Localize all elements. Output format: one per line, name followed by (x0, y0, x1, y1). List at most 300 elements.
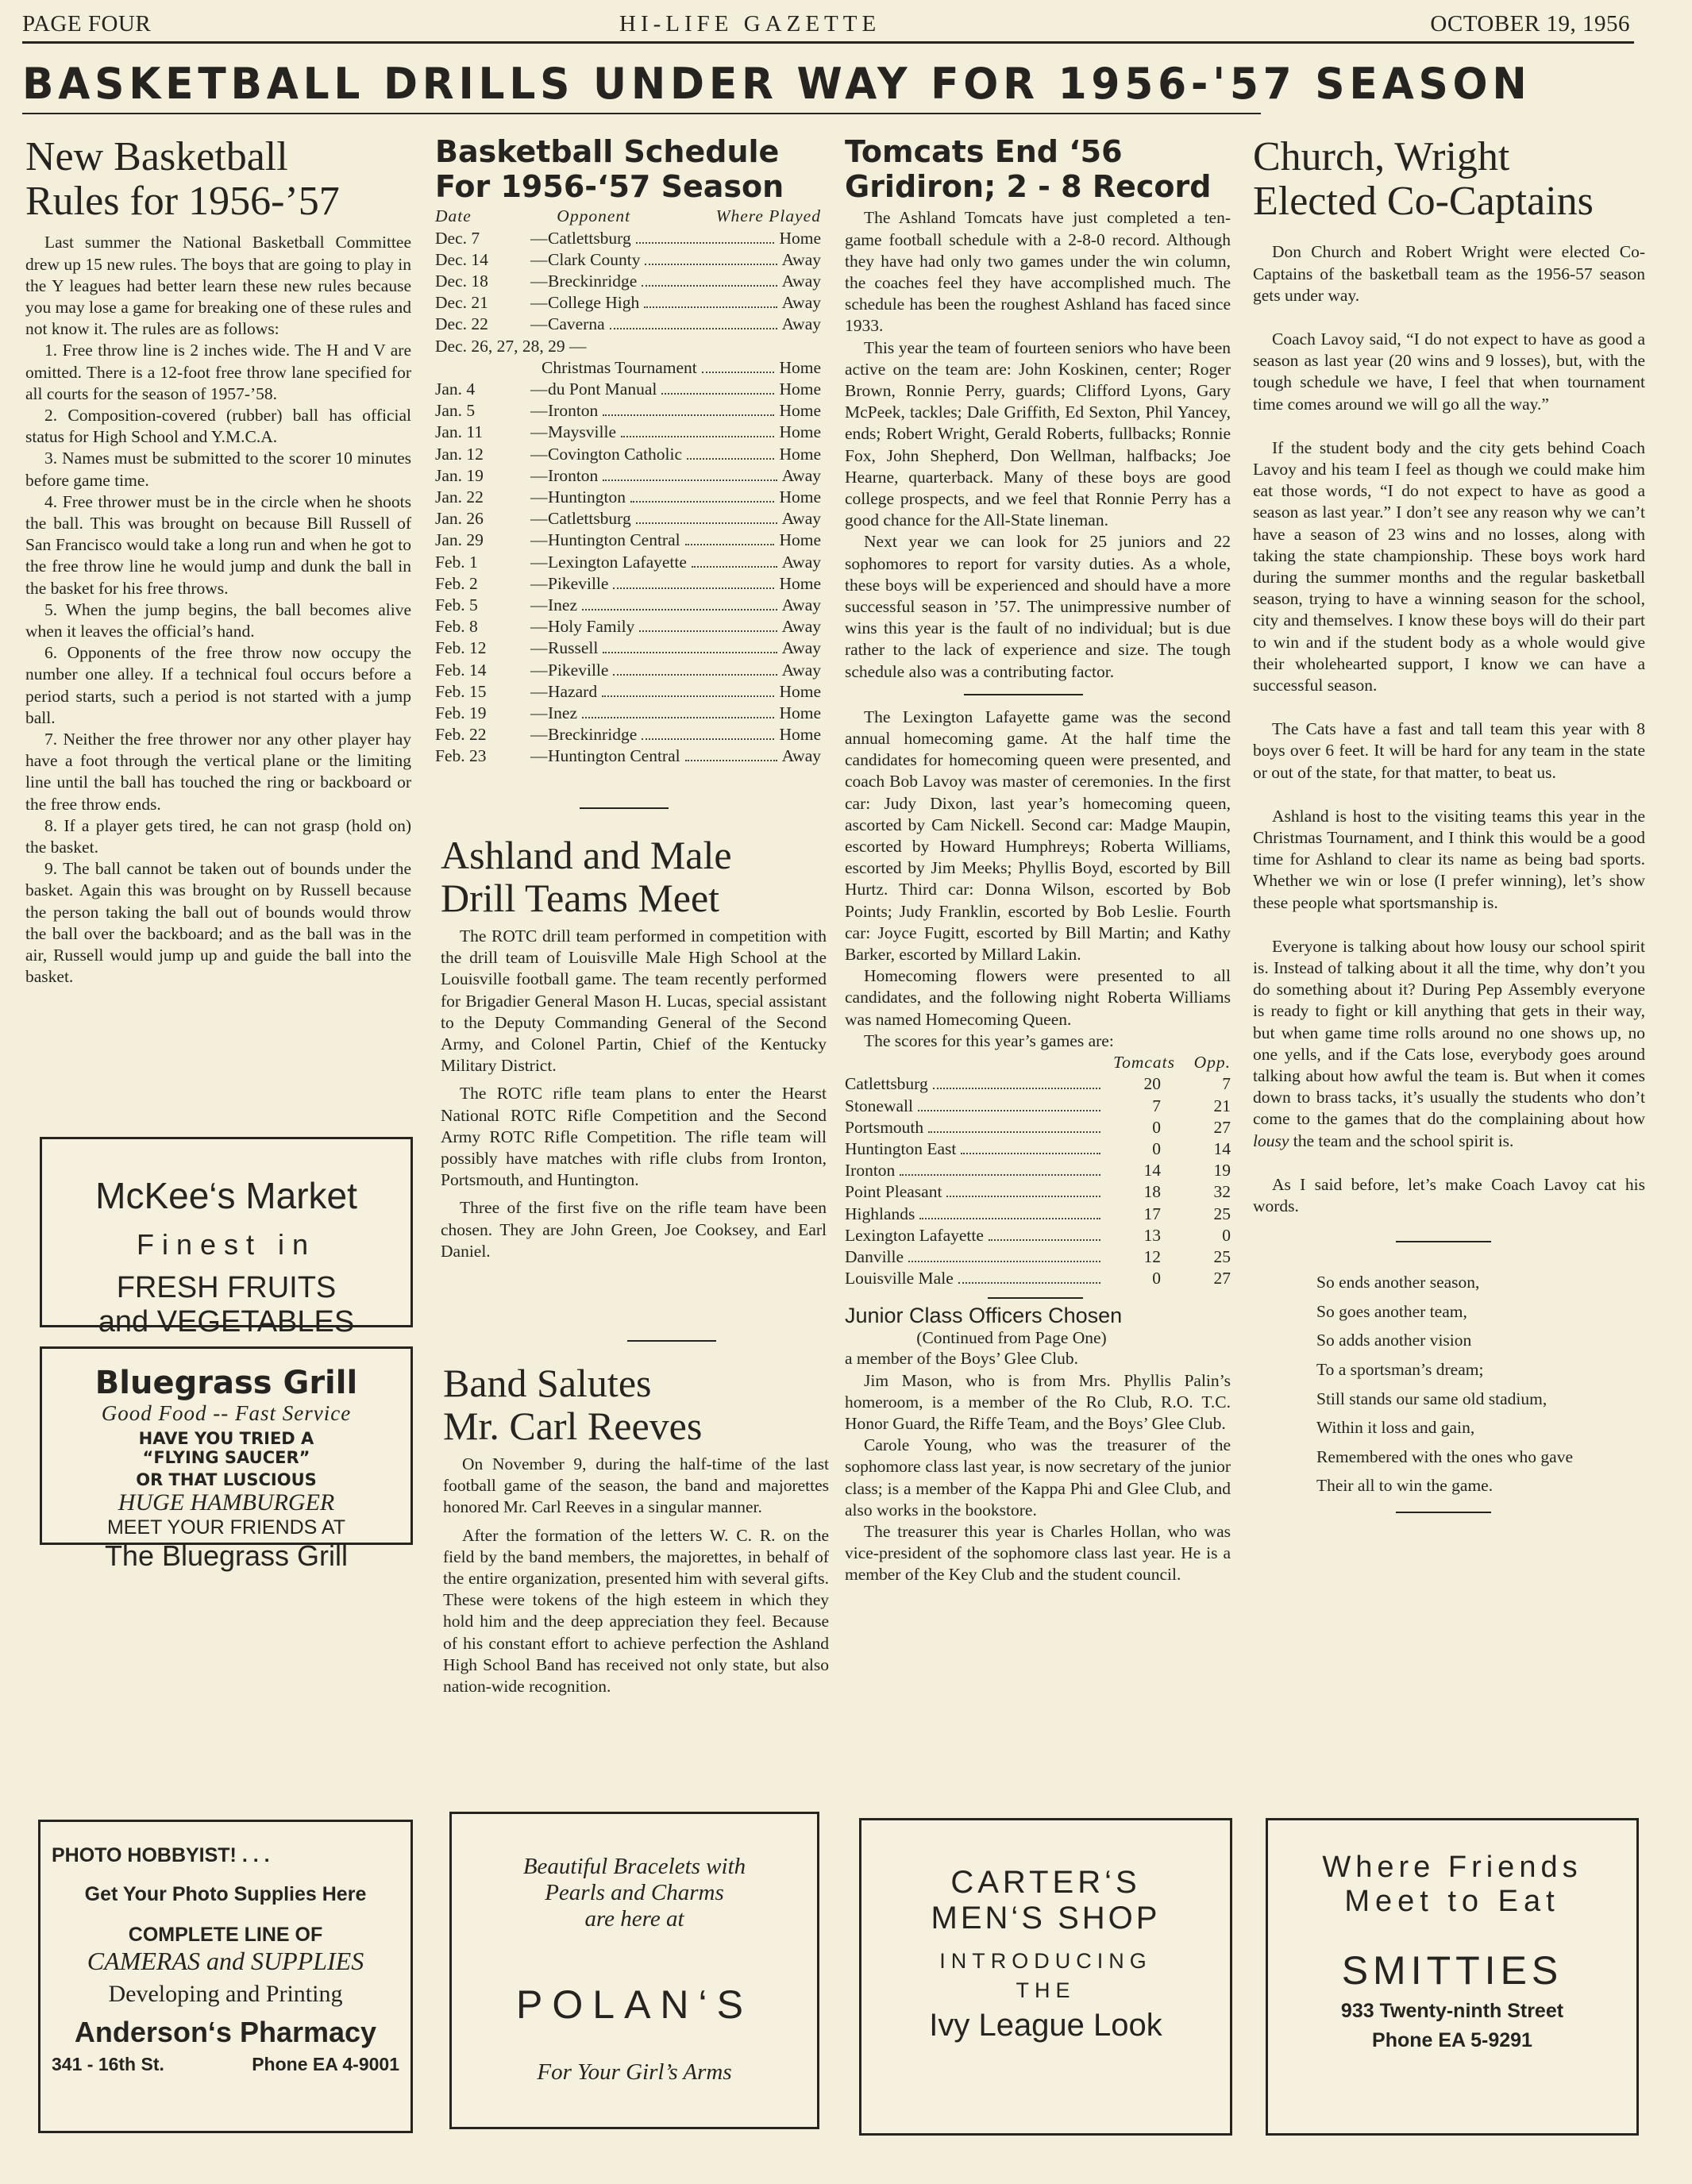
score-team: Highlands (845, 1204, 915, 1223)
schedule-opponent: Covington Catholic (548, 444, 683, 464)
ad-name: SMITTIES (1341, 1948, 1563, 1993)
divider (1396, 1512, 1491, 1513)
score-team: Stonewall (845, 1096, 913, 1115)
score-opponent: 0 (1222, 1225, 1231, 1245)
schedule-row (435, 660, 821, 681)
dash: — (530, 530, 548, 550)
leader-dots (603, 414, 774, 416)
band-headline (443, 1362, 829, 1447)
schedule-row (435, 703, 821, 724)
poem-line: To a sportsman’s dream; (1316, 1360, 1484, 1380)
ad-line: HAVE YOU TRIED A (138, 1429, 314, 1448)
schedule-opponent: Huntington Central (548, 530, 680, 550)
schedule-where: Away (781, 249, 821, 269)
rules-body (25, 232, 411, 988)
ad-line: Ivy League Look (929, 2008, 1162, 2043)
leader-dots (989, 1239, 1100, 1241)
schedule-date: Feb. 22 (435, 725, 487, 745)
schedule-opponent: Breckinridge (548, 271, 638, 291)
dash: — (530, 271, 548, 291)
dash: — (530, 746, 548, 766)
schedule-row (435, 444, 821, 465)
schedule-row (435, 530, 821, 551)
schedule-where: Away (781, 509, 821, 529)
page-number: PAGE FOUR (22, 11, 152, 37)
schedule-where: Home (779, 681, 821, 701)
paragraph: 2. Composition-covered (rubber) ball has official status for High School and Y.M.C.A. (25, 405, 411, 447)
score-tomcats: 0 (1152, 1269, 1161, 1288)
dash: — (530, 552, 548, 572)
schedule-date: Feb. 15 (435, 681, 487, 701)
schedule-opponent: du Pont Manual (548, 379, 657, 399)
leader-dots (602, 695, 774, 697)
schedule-where: Away (781, 552, 821, 572)
schedule-rows (435, 228, 821, 768)
ad-line: CAMERAS and SUPPLIES (87, 1947, 364, 1975)
leader-dots (642, 738, 774, 740)
score-team: Catlettsburg (845, 1074, 928, 1094)
leader-dots (621, 436, 774, 437)
divider (964, 694, 1083, 695)
schedule-opponent: Christmas Tournament (542, 357, 697, 377)
score-opponent: 19 (1213, 1161, 1231, 1181)
schedule-row (435, 271, 821, 292)
divider (1396, 1241, 1491, 1242)
schedule-row (435, 637, 821, 659)
schedule-where: Home (779, 703, 821, 723)
schedule-where: Home (779, 530, 821, 550)
ad-name: POLAN‘S (516, 1982, 753, 2027)
paragraph: On November 9, during the half-time of the last football game of the season, the band and majorettes honored Mr. Carl Reeves in a singular manner. (443, 1454, 829, 1517)
schedule-headline-line: Basketball Schedule (435, 134, 780, 169)
poem-line: Within it loss and gain, (1316, 1418, 1475, 1438)
dash: — (530, 725, 548, 745)
leader-dots (958, 1282, 1100, 1284)
schedule-where: Away (781, 638, 821, 658)
divider (988, 1297, 1083, 1299)
leader-dots (685, 760, 777, 761)
banner-headline: BASKETBALL DRILLS UNDER WAY FOR 1956-'57 SEASON (22, 59, 1532, 109)
column-header: Opponent (557, 206, 631, 226)
paragraph: 9. The ball cannot be taken out of bounds under the basket. Again this was brought on by Russell because the person taking the ball out of bounds would throw the ball over the backboard; and as the ball was in the air, Russell would jump up and guide the ball into the basket. (25, 859, 411, 987)
schedule-where: Home (779, 228, 821, 248)
score-opponent: 25 (1213, 1204, 1231, 1223)
drill-headline-line: Ashland and Male (441, 833, 732, 877)
schedule-where: Home (779, 573, 821, 593)
ad-line: OR THAT LUSCIOUS (136, 1470, 317, 1489)
tomcats-headline-line: Tomcats End ‘56 (845, 134, 1123, 169)
schedule-row (435, 487, 821, 508)
dash: — (530, 465, 548, 485)
schedule-where: Home (779, 444, 821, 464)
poem-line: So ends another season, (1316, 1273, 1480, 1292)
schedule-where: Home (779, 725, 821, 745)
score-row (845, 1160, 1231, 1181)
homecoming-body (845, 707, 1231, 1052)
leader-dots (961, 1153, 1100, 1154)
tomcats-article (845, 135, 1231, 1586)
leader-dots (928, 1131, 1100, 1133)
ad-name: McKee‘s Market (95, 1175, 357, 1216)
schedule-date: Dec. 22 (435, 314, 488, 334)
paragraph: a member of the Boys’ Glee Club. (845, 1349, 1078, 1369)
score-tomcats: 12 (1143, 1246, 1161, 1266)
schedule-date: Jan. 22 (435, 487, 484, 507)
paragraph: Three of the first five on the rifle team have been chosen. They are John Green, Joe Cooksey, and Earl Daniel. (441, 1198, 827, 1261)
schedule-date: Feb. 23 (435, 746, 487, 766)
leader-dots (636, 242, 775, 244)
dash: — (530, 638, 548, 658)
score-tomcats: 20 (1143, 1074, 1161, 1094)
leader-dots (933, 1088, 1100, 1089)
leader-dots (908, 1261, 1100, 1262)
ad-phone: Phone EA 5-9291 (1372, 2029, 1532, 2051)
schedule-headline-line: For 1956-‘57 Season (435, 168, 784, 204)
ad-line: PHOTO HOBBYIST! . . . (52, 1844, 270, 1866)
schedule-row (435, 616, 821, 637)
paragraph: If the student body and the city gets behind Coach Lavoy and his team I feel as though we could make him eat those words, “I do not expect to have as good a season as last year.” I don’t see any reason why we can’t have a season of 23 wins and no losses, along with taking the state championship. These boys work hard during the summer months and the regular basketball season, trying to have a winning season for the school, city and themselves. I know these boys will do their part to win and if the student body as a whole would give their wholehearted support, I know we can have a successful season. (1253, 437, 1645, 695)
score-tomcats: 13 (1143, 1225, 1161, 1245)
paragraph: 6. Opponents of the free throw now occupy the number one alley. If a technical foul occurs before a period starts, such a period is not started with a jump ball. (25, 643, 411, 727)
leader-dots (610, 328, 777, 329)
score-team: Danville (845, 1246, 904, 1266)
leader-dots (687, 458, 774, 460)
schedule-where: Home (779, 357, 821, 377)
dash: — (530, 509, 548, 529)
ad-line: Developing and Printing (108, 1981, 343, 2007)
leader-dots (661, 393, 774, 395)
captains-body (1253, 241, 1645, 1217)
score-row (845, 1225, 1231, 1246)
dash: — (530, 681, 548, 701)
schedule-opponent: Clark County (548, 249, 641, 269)
schedule-opponent: Ironton (548, 465, 599, 485)
ad-carters-mens-shop (859, 1818, 1232, 2136)
score-opponent: 21 (1213, 1096, 1231, 1115)
text: Everyone is talking about how lousy our school spirit is. Instead of talking about it all the time, why don’t you do something about it? During Pep Assembly everyone is ready to fight or kill anything that gets in their way, but when game time rolls around no one shows up, no one yells, and if the Cats lose, everybody goes around talking about how awful the team is. But when it comes down to brass tacks, it’s usually the students who don’t come to the games that do the complaining about how (1253, 936, 1645, 1129)
schedule-opponent: Pikeville (548, 573, 609, 593)
poem (1253, 1268, 1645, 1500)
ad-contact-row (40, 2049, 410, 2075)
leader-dots (702, 372, 775, 373)
rules-headline-line: Rules for 1956-’57 (25, 179, 340, 225)
poem-line: Still stands our same old stadium, (1316, 1389, 1547, 1408)
schedule-opponent: Catlettsburg (548, 509, 631, 529)
schedule-opponent: Lexington Lafayette (548, 552, 687, 572)
schedule-date: Jan. 29 (435, 530, 484, 550)
leader-dots (613, 674, 777, 676)
scores-table (845, 1052, 1231, 1289)
poem-line: Remembered with the ones who gave (1316, 1446, 1574, 1466)
schedule-row (435, 400, 821, 422)
schedule-date: Feb. 2 (435, 573, 478, 593)
leader-dots (582, 609, 777, 611)
schedule-row (435, 292, 821, 314)
rules-headline-line: New Basketball (25, 134, 288, 179)
paragraph: The treasurer this year is Charles Hollan, who was vice-president of the sophomore class last year. He is a member of the Key Club and the student council. (845, 1521, 1231, 1585)
dash: — (530, 293, 548, 313)
masthead-rule (22, 41, 1634, 44)
schedule-row (435, 745, 821, 767)
banner-rule (22, 113, 1261, 114)
paragraph: Don Church and Robert Wright were elected Co-Captains of the basketball team as the 1956-57 season gets under way. (1253, 242, 1645, 305)
schedule-opponent: Pikeville (548, 660, 609, 680)
band-article (443, 1362, 829, 1697)
rules-article (25, 135, 411, 988)
schedule-opponent: Catlettsburg (548, 228, 631, 248)
ad-line: Get Your Photo Supplies Here (84, 1883, 367, 1905)
schedule-opponent: College High (548, 293, 640, 313)
ad-line: and VEGETABLES (98, 1305, 355, 1339)
band-headline-line: Band Salutes (443, 1361, 652, 1405)
paragraph: The Ashland Tomcats have just completed a ten-game football schedule with a 2-8-0 record. Although they have had only two games under the win column, the coaches feel they have accomplished much. The schedule has been the roughest Ashland has faced since 1933. (845, 208, 1231, 336)
schedule-row (435, 595, 821, 616)
ad-line: CARTER‘S (950, 1865, 1141, 1900)
paragraph: 8. If a player gets tired, he can not grasp (hold on) the basket. (25, 815, 411, 857)
score-tomcats: 14 (1143, 1161, 1161, 1181)
paragraph: 3. Names must be submitted to the scorer 10 minutes before game time. (25, 449, 411, 490)
tomcats-headline (845, 135, 1231, 204)
drill-headline (441, 834, 827, 919)
schedule-date: Feb. 8 (435, 617, 478, 637)
leader-dots (636, 522, 777, 524)
schedule-where: Away (781, 271, 821, 291)
ad-name: Anderson‘s Pharmacy (74, 2016, 377, 2048)
column-header: Where Played (715, 206, 821, 226)
paper-name: HI-LIFE GAZETTE (619, 11, 881, 37)
dash: — (530, 660, 548, 680)
schedule-where: Away (781, 595, 821, 615)
schedule-where: Away (781, 617, 821, 637)
ad-line: Beautiful Bracelets with (522, 1854, 746, 1879)
ad-line: Pearls and Charms (545, 1880, 724, 1905)
schedule-table (435, 206, 821, 767)
schedule-opponent: Ironton (548, 401, 599, 421)
ad-mckees-market (40, 1137, 413, 1339)
paragraph: The ROTC drill team performed in competition with the drill team of Louisville Male High School at the Louisville football game. The team recently performed for Brigadier General Mason H. Lucas, special assistant to the Deputy Commanding General of the Second Army, and Colonel Partin, Chief of the Kentucky Military District. (441, 926, 827, 1076)
ad-line: Meet to Eat (1344, 1885, 1560, 1918)
leader-dots (603, 480, 777, 481)
schedule-date: Dec. 14 (435, 249, 488, 269)
schedule-where: Home (779, 379, 821, 399)
score-team: Huntington East (845, 1138, 957, 1158)
score-opponent: 25 (1213, 1246, 1231, 1266)
schedule-where: Away (781, 465, 821, 485)
schedule-where: Home (779, 422, 821, 442)
schedule-date: Jan. 19 (435, 465, 484, 485)
paragraph: Ashland is host to the visiting teams this year in the Christmas Tournament, and I think this would be a good time for Ashland to clear its name as being bad sports. Whether we win or lose (I prefer winning), let’s show these people what sportsmanship is. (1253, 806, 1645, 912)
ad-andersons-pharmacy (38, 1820, 413, 2133)
column-header: Opp. (1193, 1053, 1231, 1073)
captains-article (1253, 135, 1645, 1513)
schedule-date: Feb. 1 (435, 552, 478, 572)
tomcats-headline-line: Gridiron; 2 - 8 Record (845, 168, 1212, 204)
score-opponent: 14 (1213, 1138, 1231, 1158)
dash: — (530, 422, 548, 442)
schedule-opponent: Russell (548, 638, 599, 658)
score-row (845, 1268, 1231, 1289)
schedule-row (435, 314, 821, 335)
score-tomcats: 0 (1152, 1138, 1161, 1158)
paragraph: After the formation of the letters W. C. R. on the field by the band members, the majorettes, in behalf of the entire organization, presented him with several gifts. These were tokens of the high esteem in which they hold him and the deep appreciation they feel. Because of his constant effort to achieve perfection the Ashland High School Band has received not only state, but also nation-wide recognition. (443, 1525, 829, 1697)
dash: — (530, 379, 548, 399)
ad-line: For Your Girl’s Arms (537, 2059, 732, 2085)
score-row (845, 1246, 1231, 1268)
ad-line: HUGE HAMBURGER (118, 1489, 335, 1516)
dash: — (530, 573, 548, 593)
score-row (845, 1204, 1231, 1225)
schedule-opponent: Maysville (548, 422, 616, 442)
dash: — (530, 314, 548, 334)
schedule-where: Away (781, 293, 821, 313)
ad-address: 341 - 16th St. (52, 2054, 164, 2074)
schedule-opponent: Huntington (548, 487, 626, 507)
continued-note: (Continued from Page One) (916, 1328, 1107, 1348)
score-tomcats: 18 (1143, 1182, 1161, 1202)
schedule-date: Jan. 11 (435, 422, 484, 442)
score-row (845, 1181, 1231, 1203)
leader-dots (613, 587, 774, 589)
ad-line: INTRODUCING (939, 1949, 1152, 1973)
junior-headline: Junior Class Officers Chosen (845, 1304, 1123, 1328)
dash: — (530, 401, 548, 421)
leader-dots (630, 501, 775, 503)
divider (627, 1340, 716, 1342)
paragraph: Last summer the National Basketball Committee drew up 15 new rules. The boys that are going to play in the Y leagues had better learn these new rules because you may lose a game for breaking one of these rules and not know it. The rules are as follows: (25, 233, 411, 339)
score-tomcats: 0 (1152, 1117, 1161, 1137)
captains-headline-line: Elected Co-Captains (1253, 179, 1594, 225)
schedule-date: Jan. 12 (435, 444, 484, 464)
emphasis: lousy (1253, 1131, 1289, 1150)
schedule-date: Feb. 12 (435, 638, 487, 658)
junior-body (845, 1348, 1231, 1585)
leader-dots (582, 717, 774, 718)
ad-line: THE (1016, 1978, 1076, 2002)
schedule-row (435, 228, 821, 249)
schedule-opponent: Huntington Central (548, 746, 680, 766)
schedule-row (435, 573, 821, 595)
schedule-row (435, 379, 821, 400)
schedule-date: Feb. 14 (435, 660, 487, 680)
schedule-opponent: Holy Family (548, 617, 635, 637)
column-header: Date (435, 206, 472, 226)
score-row (845, 1096, 1231, 1117)
schedule-row (435, 681, 821, 703)
ad-smitties (1266, 1818, 1639, 2136)
dash: — (530, 487, 548, 507)
leader-dots (645, 264, 777, 265)
ad-line: Finest in (136, 1228, 317, 1261)
schedule-row (435, 422, 821, 443)
schedule-opponent: Hazard (548, 681, 598, 701)
schedule-date: Dec. 18 (435, 271, 488, 291)
dash: — (530, 444, 548, 464)
dash: — (530, 595, 548, 615)
leader-dots (642, 285, 777, 287)
drill-article (441, 834, 827, 1262)
score-row (845, 1138, 1231, 1160)
rules-headline (25, 135, 411, 224)
ad-bluegrass-grill (40, 1346, 413, 1572)
poem-line: So adds another vision (1316, 1331, 1472, 1350)
ad-polans (449, 1812, 819, 2129)
schedule-date: Dec. 7 (435, 228, 480, 248)
captains-headline (1253, 135, 1645, 224)
leader-dots (644, 306, 777, 308)
paragraph: Coach Lavoy said, “I do not expect to have as good a season as last year (20 wins and 9 losses), but, with the tough schedule we have, I feel that when tournament time comes around we will go all the way.” (1253, 329, 1645, 414)
score-opponent: 7 (1222, 1074, 1231, 1094)
schedule-where: Away (781, 314, 821, 334)
tomcats-body (845, 207, 1231, 682)
schedule-date: Jan. 5 (435, 401, 476, 421)
paragraph: As I said before, let’s make Coach Lavoy cat his words. (1253, 1174, 1645, 1216)
schedule-row (435, 249, 821, 271)
ad-line: are here at (584, 1906, 684, 1932)
schedule-opponent: Caverna (548, 314, 605, 334)
schedule-date: Dec. 21 (435, 293, 488, 313)
schedule-date: Dec. 26, 27, 28, 29 — (435, 336, 587, 356)
captains-headline-line: Church, Wright (1253, 134, 1510, 179)
paragraph: The Cats have a fast and tall team this year with 8 boys over 6 feet. It will be hard for any team in the state or out of the state, for that matter, to beat us. (1253, 719, 1645, 782)
schedule-header (435, 206, 821, 227)
ad-line: MEN‘S SHOP (931, 1901, 1161, 1936)
leader-dots (639, 630, 777, 632)
schedule-row (435, 465, 821, 487)
schedule-row (435, 508, 821, 530)
leader-dots (692, 566, 777, 568)
score-tomcats: 17 (1143, 1204, 1161, 1223)
issue-date: OCTOBER 19, 1956 (1430, 11, 1630, 37)
schedule-where: Away (781, 746, 821, 766)
paragraph: The Lexington Lafayette game was the second annual homecoming game. At the half time the candidates for homecoming queen were presented, and coach Bob Lavoy was master of ceremonies. In the first car: Judy Dixon, last year’s homecoming queen, ascorted by Cam Nickell. Second car: Madge Maupin, escorted by Howard Humphreys; Roberta Williams, escorted by Jim Meeks; Phyllis Boyd, escorted by Bill Hurtz. Third car: Donna Wilson, escorted by Bob Points; Judy Franklin, escorted by Bob Leslie. Fourth car: Joyce Fugitt, escorted by Bill Martin; and Kathy Barker, escorted by Millard Lakin. (845, 707, 1231, 965)
schedule-where: Home (779, 401, 821, 421)
schedule-opponent: Inez (548, 703, 577, 723)
schedule-row (435, 552, 821, 573)
score-row (845, 1073, 1231, 1095)
paragraph (1253, 936, 1645, 1152)
paragraph: Carole Young, who was the treasurer of the sophomore class last year, is now secretary of the junior class; is a member of the Kappa Phi and Glee Club, and also works in the bookstore. (845, 1435, 1231, 1520)
ad-line: Good Food -- Fast Service (101, 1401, 352, 1425)
dash: — (530, 249, 548, 269)
poem-line: So goes another team, (1316, 1301, 1467, 1321)
leader-dots (946, 1196, 1100, 1197)
dash: — (530, 617, 548, 637)
scores-header (845, 1052, 1231, 1073)
ad-line: MEET YOUR FRIENDS AT (106, 1516, 346, 1539)
score-team: Louisville Male (845, 1269, 954, 1288)
leader-dots (919, 1218, 1100, 1219)
divider (580, 807, 669, 809)
text: the team and the school spirit is. (1289, 1131, 1514, 1150)
band-body (443, 1454, 829, 1697)
paragraph: Next year we can look for 25 juniors and 22 sophomores to report for varsity duties. As a whole, these boys will be experienced and should have a more successful season in ’57. The unimpressive number of wins this year is the fault of no individual; but is due rather to the lack of experience and size. The tough schedule also was a contributing factor. (845, 532, 1231, 681)
junior-article (845, 1304, 1231, 1585)
paragraph: Homecoming flowers were presented to all candidates, and the following night Roberta Williams was named Homecoming Queen. (845, 966, 1231, 1029)
schedule-date: Jan. 26 (435, 509, 484, 529)
paragraph: 7. Neither the free thrower nor any other player hay have a foot through the vertical plane or the limiting line until the ball has touched the ring or backboard or the free throw ends. (25, 729, 411, 814)
score-row (845, 1117, 1231, 1138)
drill-body (441, 926, 827, 1262)
score-opponent: 27 (1213, 1269, 1231, 1288)
ad-line: COMPLETE LINE OF (128, 1924, 323, 1946)
schedule-date: Feb. 19 (435, 703, 487, 723)
schedule-where: Home (779, 487, 821, 507)
ad-line: “FLYING SAUCER” (142, 1448, 310, 1467)
schedule-opponent: Breckinridge (548, 725, 638, 745)
schedule-date: Feb. 5 (435, 595, 478, 615)
schedule-opponent: Inez (548, 595, 577, 615)
leader-dots (685, 544, 775, 545)
